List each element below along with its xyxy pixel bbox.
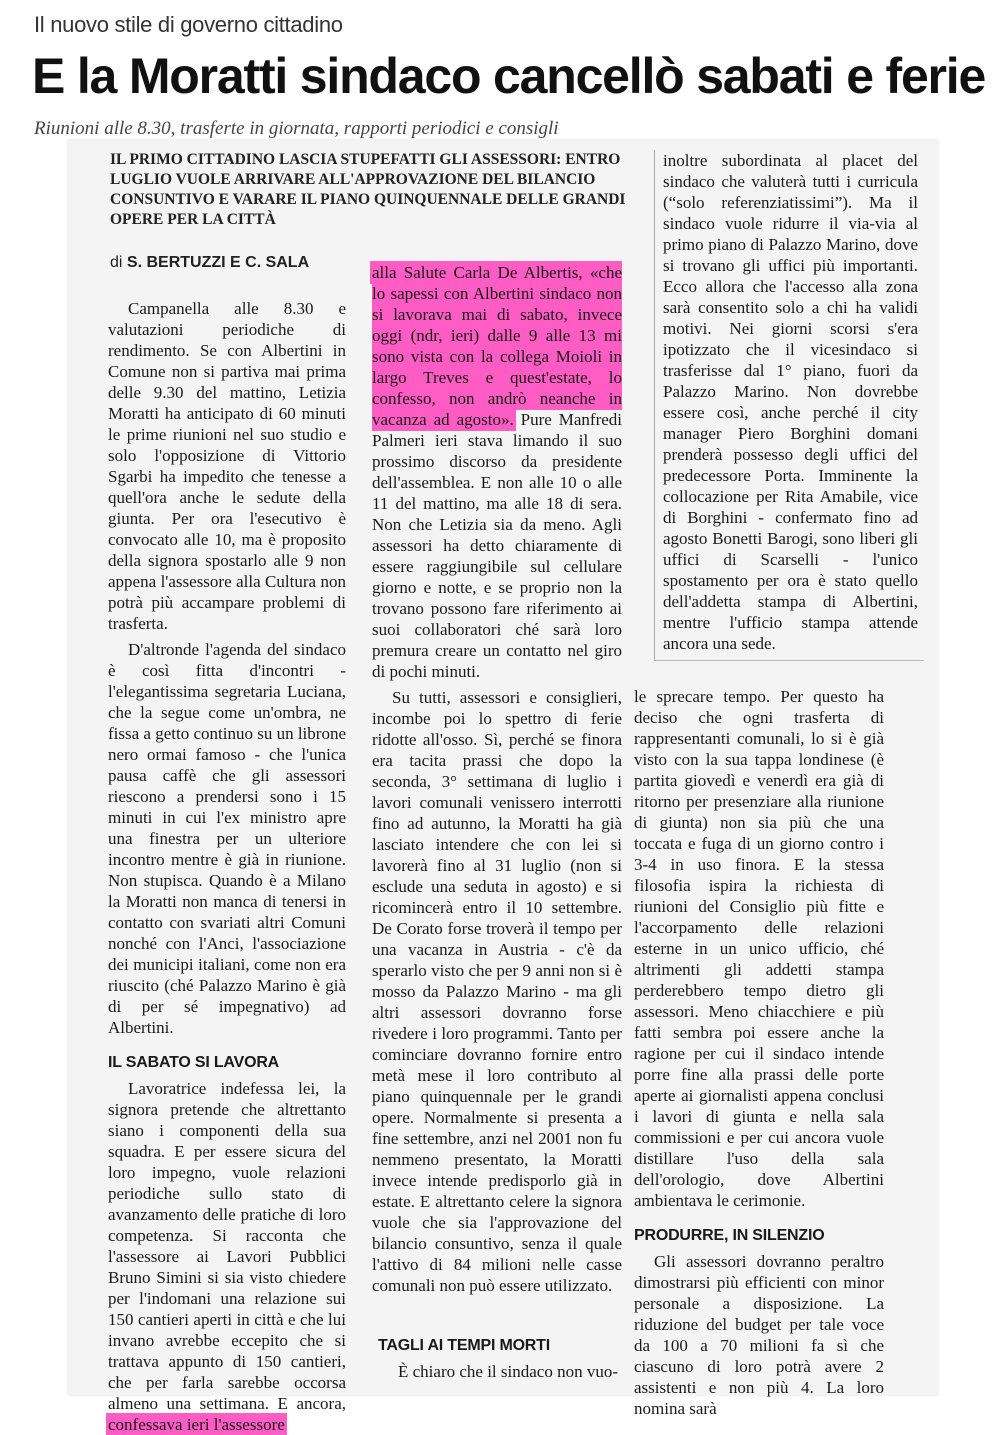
byline-prefix: di [110,254,123,271]
paragraph [108,1078,346,1435]
paragraph-text: Pure Manfredi Palmeri ieri stava limando il suo prossimo discorso da presidente dell'assemblea. E non alle 10 o alle 11 del mattino, ma alle 18 di sera. Non che Letizia sia da meno. Agli assessori ha detto chiaramente di essere raggiungibile sul cellulare giorno e notte, e se proprio non la trovano possono fare riferimento ai suoi collaboratori ché sarà loro premura creare un contatto nel giro di pochi minuti. [372,410,622,681]
highlighted-text: confessava ieri l'assessore [108,1415,285,1434]
highlighted-quote: alla Salute Carla De Albertis, «che lo sapessi con Albertini sindaco non si lavorava mai di sabato, invece oggi (ndr, ieri) dalle 9 alle 13 mi sono vista con la collega Moioli in largo Treves e quest'estate, lo confesso, non andrò neanche in vacanza ad agosto». [372,263,622,429]
subline: Riunioni alle 8.30, trasferte in giornata, rapporti periodici e consigli [34,118,559,139]
column-3-top [654,150,924,661]
paragraph: D'altronde l'agenda del sindaco è così fitta d'incontri - l'elegantissima segretaria Luciana, che la segue come un'ombra, ne fissa a getto continuo su un librone nero ormai famoso - che l'unica pausa caffè che gli assessori riescono a prendersi sono i 15 minuti in cui l'ex ministro apre una finestra per un ulteriore incontro mentre è già in riunione. Non stupisca. Quando è a Milano la Moratti non manca di tenersi in contatto con svariati altri Comuni nonché con l'Anci, l'associazione dei municipi italiani, come non era riuscito (ché Palazzo Marino è già di per sé impegnativo) ad Albertini. [108,640,346,1037]
paragraph: È chiaro che il sindaco non vuo- [398,1362,618,1381]
subhead-tagli: TAGLI AI TEMPI MORTI [378,1337,550,1354]
column-2-bottom [378,1335,623,1382]
deck: IL PRIMO CITTADINO LASCIA STUPEFATTI GLI ASSESSORI: ENTRO LUGLIO VUOLE ARRIVARE ALL'APPROVAZIONE DEL BILANCIO CONSUNTIVO E VARARE IL PIANO QUINQUENNALE DELLE GRANDI OPERE PER LA CITTÀ [110,151,626,228]
headline: E la Moratti sindaco cancellò sabati e ferie [32,48,986,104]
column-3 [634,686,884,1419]
paragraph [372,262,622,682]
paragraph-text: Lavoratrice indefessa lei, la signora pretende che altrettanto siano i componenti della sua squadra. E per essere sicura del loro impegno, vuole relazioni periodiche sullo stato di avanzamento delle pratiche di loro competenza. Si racconta che l'assessore ai Lavori Pubblici Bruno Simini si sia visto chiedere per l'indomani una relazione sui 150 cantieri aperti in città e che lui invano avrebbe eccepito che si trattava appunto di 150 cantieri, che per farla sarebbe occorsa almeno una settimana. E ancora, [108,1079,346,1413]
kicker: Il nuovo stile di governo cittadino [34,12,343,37]
paragraph: Gli assessori dovranno peraltro dimostrarsi più efficienti con minor personale a disposizione. La riduzione del budget per tale voce da 100 a 70 milioni fa sì che ciascuno di loro potrà avere 2 assistenti e non più 4. La loro nomina sarà [634,1252,884,1418]
subhead-sabato: IL SABATO SI LAVORA [108,1054,280,1071]
paragraph: le sprecare tempo. Per questo ha deciso che ogni trasferta di rappresentanti comunali, lo si è già visto con la sua tappa londinese (è partita giovedì e venerdì era già di ritorno per presenziare alla riunione di giunta) non sia più che una toccata e fuga di un giorno contro i 3-4 in uso finora. E la stessa filosofia ispira la richiesta di riunioni del Consiglio più fitte e l'accorpamento delle relazioni esterne in un unico ufficio, ché altrimenti gli addetti stampa perderebbero tempo dietro gli assessori. Meno chiacchiere e più fatti sembra poi essere anche la ragione per cui il sindaco intende porre fine alla prassi delle porte aperte ai giornalisti appena conclusi i lavori di giunta e nella sala commissioni e per cui ancora vuole distillare l'uso della sala dell'orologio, dove Albertini ambientava le cerimonie. [634,687,884,1210]
subhead-produrre: PRODURRE, IN SILENZIO [634,1227,825,1244]
clipping-edge [620,118,1000,142]
byline-authors: S. BERTUZZI E C. SALA [126,254,310,271]
paragraph: Campanella alle 8.30 e valutazioni periodiche di rendimento. Se con Albertini in Comune non si partiva mai prima delle 9.30 del mattino, Letizia Moratti ha anticipato di 60 minuti le prime riunioni nel suo studio e solo l'opposizione di Vittorio Sgarbi ha impedito che tenesse a quell'ora anche le sedute della giunta. Per ora l'esecutivo è convocato alle 10, ma è proposito della signora spostarlo alle 9 non appena l'assessore alla Cultura non potrà più accampare problemi di trasferta. [108,299,346,633]
paragraph: Su tutti, assessori e consiglieri, incombe poi lo spettro di ferie ridotte all'osso. Sì, perché se finora era tacita prassi che dopo la seconda, 3° settimana di luglio i lavori comunali venissero interrotti fino ad autunno, la Moratti ha già lasciato intendere che con lei si lavorerà fino al 31 luglio (non si esclude una seduta in agosto) e si ricomincerà entro il 10 settembre. De Corato forse troverà il tempo per una vacanza in Austria - c'è da sperarlo visto che per 9 anni non si è mosso da Palazzo Marino - ma gli altri assessori dovranno forse rivedere i loro programmi. Tanto per cominciare dovranno fornire entro metà mese il loro contributo al piano quinquennale per le grandi opere. Normalmente si presenta a fine settembre, anzi nel 2001 non fu nemmeno presentato, la Moratti invece intende predisporlo già in estate. E altrettanto celere la signora vuole che sia l'approvazione del bilancio consuntivo, senza il quale l'attivo di 84 milioni nelle casse comunali non può essere utilizzato. [372,688,622,1295]
byline [110,254,309,272]
column-1 [108,298,346,1435]
column-2 [372,262,622,1296]
paragraph: inoltre subordinata al placet del sindaco che valuterà tutti i curricula (“solo referenziatissimi”). Ma il sindaco vuole ridurre il via-via al primo piano di Palazzo Marino, dove si trovano gli uffici più importanti. Ecco allora che l'accesso alla zona sarà consentito solo a chi ha validi motivi. Nei giorni scorsi s'era ipotizzato che il vicesindaco si trasferisse dal 1° piano, fuori da Palazzo Marino. Non dovrebbe essere così, anche perché il city manager Piero Borghini domani prenderà possesso degli uffici del predecessore Porta. Imminente la collocazione per Rita Amabile, vice di Borghini - confermato fino ad agosto Bonetti Barogi, sono liberi gli uffici di Scarselli - l'unico spostamento per ora è stato quello dell'addetta stampa di Albertini, mentre l'ufficio stampa attende ancora una sede. [663,151,918,653]
